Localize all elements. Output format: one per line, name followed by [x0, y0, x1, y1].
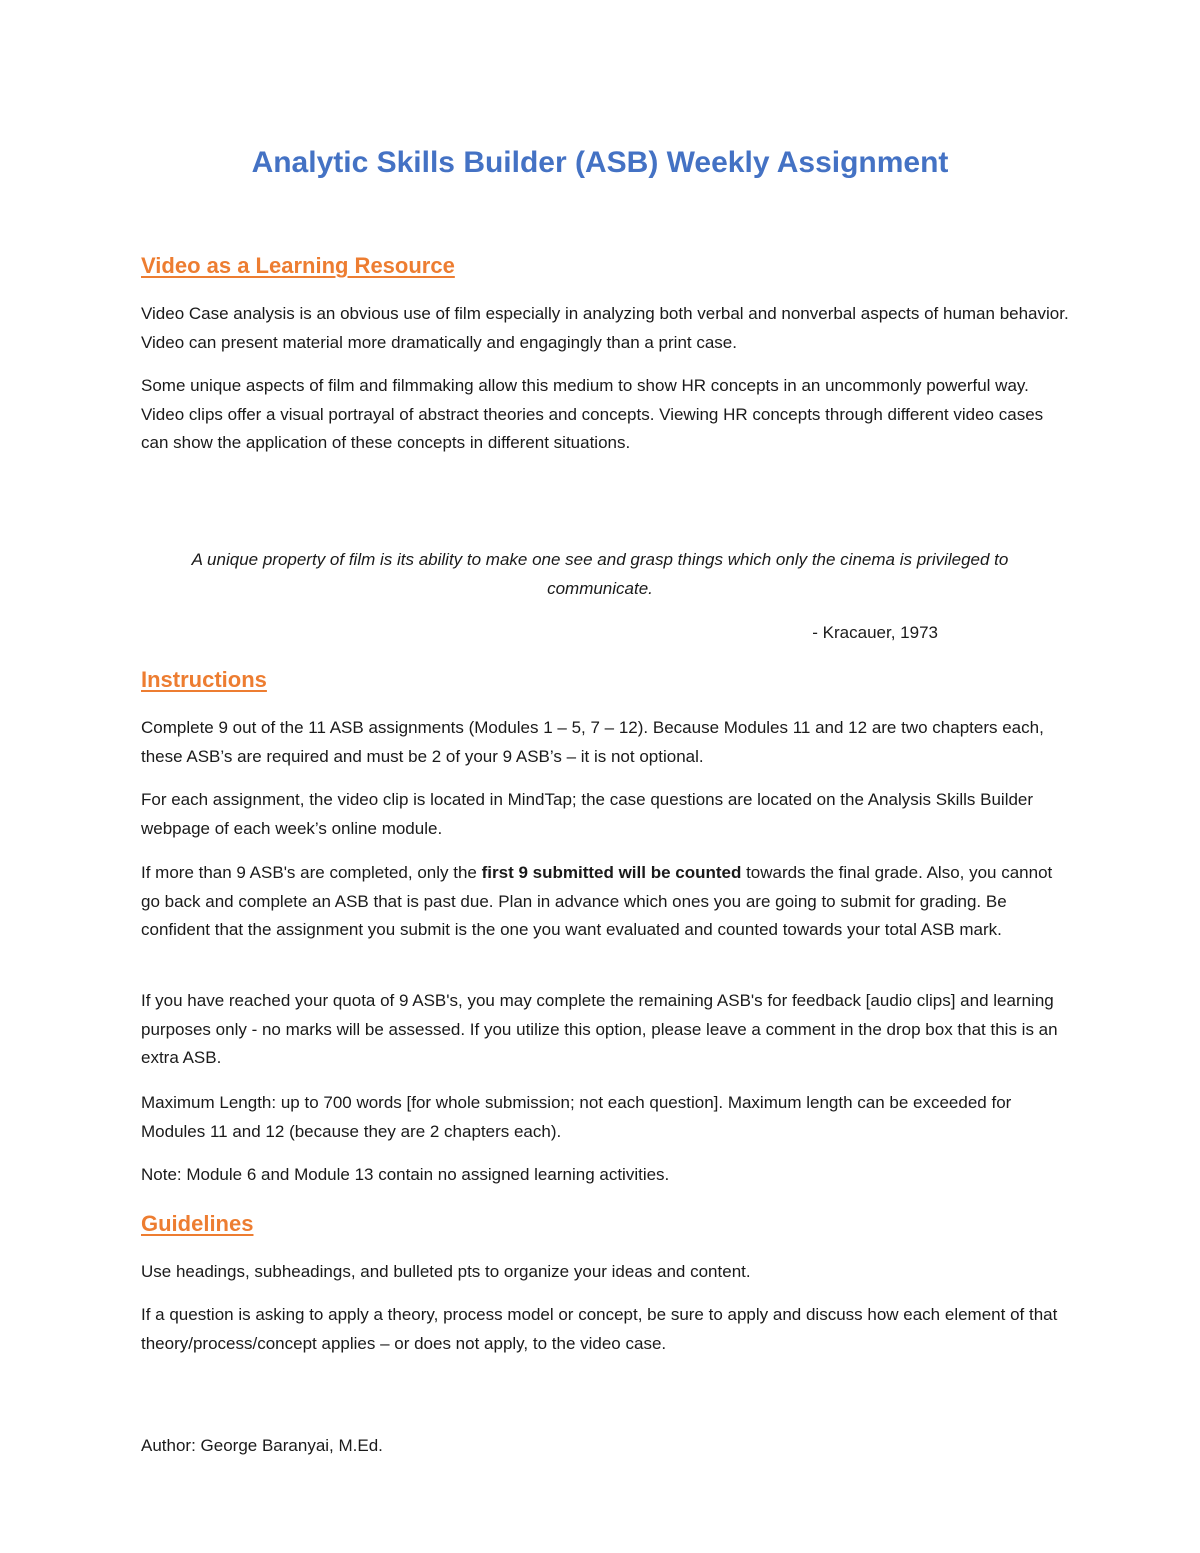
- text-segment: If more than 9 ASB's are completed, only the: [141, 863, 482, 882]
- paragraph-video-clip-location: For each assignment, the video clip is located in MindTap; the case questions are located on the Analysis Skills Builder webpage of each week’s online module.: [141, 790, 1034, 838]
- paragraph-module-note: Note: Module 6 and Module 13 contain no assigned learning activities.: [141, 1165, 670, 1184]
- paragraph-use-headings: Use headings, subheadings, and bulleted pts to organize your ideas and content.: [141, 1262, 751, 1281]
- paragraph-unique-aspects-film: Some unique aspects of film and filmmaking allow this medium to show HR concepts in an uncommonly powerful way. Video clips offer a visual portrayal of abstract theories and concepts. Viewing HR concepts through different video cases can show the application of these concepts in different situations.: [141, 376, 1044, 453]
- quote-text: A unique property of film is its ability to make one see and grasp things which only the cinema is privileged to communicate.: [191, 550, 1009, 598]
- bold-first-nine-submitted: first 9 submitted will be counted: [481, 863, 742, 882]
- heading-video-learning-resource: Video as a Learning Resource: [141, 253, 455, 278]
- paragraph-apply-theory: If a question is asking to apply a theory, process model or concept, be sure to apply and discuss how each element of that theory/process/concept applies – or does not apply, to the video case.: [141, 1305, 1058, 1353]
- paragraph-quota-reached: If you have reached your quota of 9 ASB's, you may complete the remaining ASB's for feedback [audio clips] and learning purposes only - no marks will be assessed. If you utilize this option, please leave a comment in the drop box that this is an extra ASB.: [141, 991, 1058, 1068]
- author-line: Author: George Baranyai, M.Ed.: [141, 1436, 383, 1455]
- heading-guidelines: Guidelines: [141, 1211, 254, 1236]
- quote-attribution: - Kracauer, 1973: [812, 623, 938, 642]
- paragraph-complete-assignments: Complete 9 out of the 11 ASB assignments (Modules 1 – 5, 7 – 12). Because Modules 11 and 12 are two chapters each, these ASB’s are required and must be 2 of your 9 ASB’s – it is not optional.: [141, 718, 1044, 766]
- paragraph-video-case-analysis: Video Case analysis is an obvious use of film especially in analyzing both verbal and nonverbal aspects of human behavior. Video can present material more dramatically and engagingly than a print case.: [141, 304, 1069, 352]
- paragraph-first-nine-counted: [141, 859, 1071, 945]
- paragraph-maximum-length: Maximum Length: up to 700 words [for whole submission; not each question]. Maximum length can be exceeded for Modules 11 and 12 (because they are 2 chapters each).: [141, 1093, 1012, 1141]
- text-segment: towards the final grade. Also, you cannot go back and complete an ASB that is past due. Plan in advance which ones you are going to submit for grading. Be confident that the assignment you submit is the one you want evaluated and counted towards your total ASB mark.: [141, 863, 1053, 940]
- document-title: Analytic Skills Builder (ASB) Weekly Assignment: [251, 146, 949, 179]
- heading-instructions: Instructions: [141, 667, 267, 692]
